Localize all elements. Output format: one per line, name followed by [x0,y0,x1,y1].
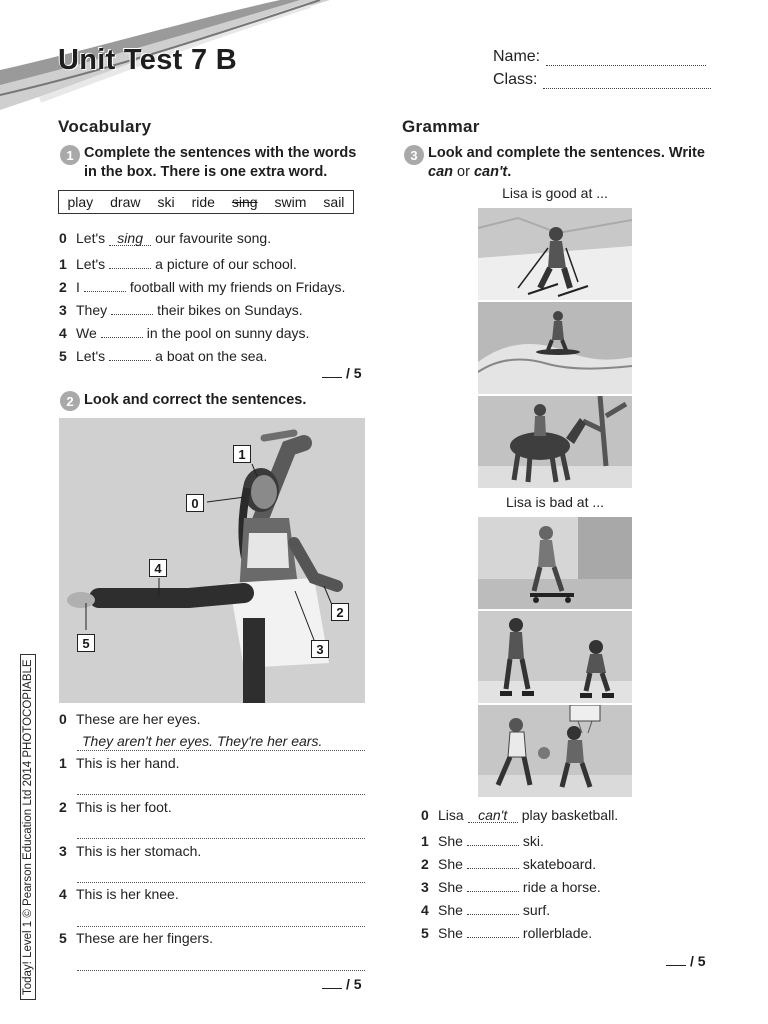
item-suffix: a boat on the sea. [155,348,268,364]
item-number: 2 [421,856,429,872]
answer-blank[interactable] [109,345,151,361]
item-number: 3 [421,879,429,895]
name-line[interactable] [546,53,706,66]
grammar-heading: Grammar [402,117,480,136]
ex2-item-4 [59,886,179,902]
horse-riding-illustration [478,396,632,488]
exercise-2-number: 2 [60,391,80,411]
item-prefix: Let's [76,348,106,364]
item-text: These are her eyes. [76,711,201,727]
ex2-answer-line-2[interactable] [77,837,365,839]
exercise-3-instruction [428,144,705,182]
answer-blank[interactable] [467,876,519,892]
skiing-illustration [478,208,632,300]
ex3-item-5 [421,922,592,941]
instruction-cant: can't [473,164,508,180]
label-pointers [59,418,365,703]
item-number: 0 [59,230,67,246]
rollerblading-picture [478,611,632,703]
instruction-line-2: in the box. There is one extra word. [84,164,328,180]
ex2-item-0-answer: They aren't her eyes. They're her ears. [82,733,323,749]
item-text: This is her hand. [76,755,180,771]
answer-blank[interactable] [467,853,519,869]
score-blank[interactable] [666,965,686,966]
score-total: / 5 [690,953,706,969]
item-subject: She [438,925,463,941]
item-suffix: a picture of our school. [155,256,297,272]
word-swim: swim [274,194,307,210]
item-number: 3 [59,843,67,859]
name-label: Name: [493,48,541,65]
ex1-item-5 [59,345,267,364]
item-number: 2 [59,799,67,815]
item-suffix: their bikes on Sundays. [157,302,303,318]
exercise-1-number: 1 [60,145,80,165]
ex3-item-3 [421,876,601,895]
class-line[interactable] [543,76,711,89]
item-number: 2 [59,279,67,295]
ex2-score [322,976,362,992]
class-label: Class: [493,71,538,88]
answer-blank[interactable] [84,276,126,292]
word-ski: ski [157,194,175,210]
item-subject: She [438,879,463,895]
copyright-notice: Today! Level 1 © Pearson Education Ltd 2014 PHOTOCOPIABLE [20,654,36,1000]
word-play: play [67,194,94,210]
item-text: These are her fingers. [76,930,213,946]
answer-blank[interactable] [467,830,519,846]
score-total: / 5 [346,976,362,992]
item-number: 3 [59,302,67,318]
label-4: 4 [149,559,167,577]
instruction-line-1: Look and complete the sentences. Write [428,145,705,161]
skiing-picture [478,208,632,300]
horse-riding-picture [478,396,632,488]
score-blank[interactable] [322,377,342,378]
ex2-item-2 [59,799,172,815]
ex2-answer-line-0 [77,749,365,751]
item-text: This is her foot. [76,799,172,815]
item-suffix: ride a horse. [522,879,601,895]
label-5: 5 [77,634,95,652]
page-title: Unit Test 7 B [58,44,237,76]
bad-at-caption: Lisa is bad at ... [505,494,605,510]
ex3-item-1 [421,830,544,849]
label-3: 3 [311,640,329,658]
answer-blank[interactable] [101,322,143,338]
item-prefix: We [76,325,97,341]
item-text: This is her knee. [76,886,179,902]
name-field[interactable] [493,48,706,66]
item-subject: She [438,902,463,918]
label-1: 1 [233,445,251,463]
surfing-illustration [478,302,632,394]
item-number: 4 [421,902,429,918]
skateboarding-picture [478,517,632,609]
item-suffix: rollerblade. [522,925,593,941]
score-total: / 5 [346,365,362,381]
item-number: 4 [59,886,67,902]
answer-blank[interactable] [111,299,153,315]
item-number: 5 [59,348,67,364]
answer-blank: can't [468,807,518,823]
item-number: 0 [421,807,429,823]
vocabulary-heading: Vocabulary [58,117,152,136]
item-subject: She [438,856,463,872]
item-subject: Lisa [438,807,464,823]
answer-blank: sing [109,230,151,246]
ex3-score [666,953,706,969]
ex2-answer-line-5[interactable] [77,969,365,971]
ex1-item-1 [59,253,297,272]
item-suffix: in the pool on sunny days. [146,325,310,341]
label-0: 0 [186,494,204,512]
item-number: 5 [421,925,429,941]
instruction-line-1: Complete the sentences with the words [84,145,357,161]
answer-blank[interactable] [467,899,519,915]
instruction-line-2: can or can't. [428,164,512,180]
word-ride: ride [191,194,215,210]
exercise-1-instruction [84,144,356,182]
item-number: 1 [59,755,67,771]
ex2-item-5 [59,930,213,946]
ex1-item-4 [59,322,309,341]
ex2-answer-line-3[interactable] [77,881,365,883]
basketball-illustration [478,705,632,797]
item-number: 0 [59,711,67,727]
skateboarding-illustration [478,517,632,609]
item-suffix: surf. [522,902,551,918]
word-box [58,190,354,214]
ex3-item-4 [421,899,550,918]
word-sing-crossed: sing [231,194,258,210]
ex3-item-2 [421,853,596,872]
answer-blank[interactable] [109,253,151,269]
rollerblading-illustration [478,611,632,703]
item-number: 4 [59,325,67,341]
class-field[interactable] [493,71,711,89]
ex2-item-1 [59,755,180,771]
ex3-item-0 [421,807,618,823]
item-suffix: skateboard. [522,856,597,872]
item-suffix: ski. [522,833,544,849]
item-suffix: play basketball. [521,807,619,823]
item-number: 5 [59,930,67,946]
ex1-item-3 [59,299,303,318]
exercise-3-number: 3 [404,145,424,165]
instruction-or: or [457,164,470,180]
item-number: 1 [421,833,429,849]
item-text: This is her stomach. [76,843,202,859]
item-prefix: Let's [76,256,106,272]
surfing-picture [478,302,632,394]
ex2-answer-line-4[interactable] [77,925,365,927]
item-suffix: our favourite song. [155,230,272,246]
item-suffix: football with my friends on Fridays. [129,279,346,295]
item-prefix: They [76,302,108,318]
basketball-picture [478,705,632,797]
ex2-item-3 [59,843,201,859]
ex2-item-0 [59,711,201,727]
ex1-item-2 [59,276,345,295]
item-prefix: Let's [76,230,106,246]
score-blank[interactable] [322,988,342,989]
ex1-item-0 [59,230,271,246]
word-sail: sail [323,194,345,210]
good-at-caption: Lisa is good at ... [502,185,608,201]
exercise-2-instruction: Look and correct the sentences. [84,392,307,408]
word-draw: draw [110,194,141,210]
item-prefix: I [76,279,80,295]
label-2: 2 [331,603,349,621]
instruction-can: can [428,164,453,180]
answer-blank[interactable] [467,922,519,938]
item-subject: She [438,833,463,849]
ex1-score [322,365,362,381]
item-number: 1 [59,256,67,272]
ex2-answer-line-1[interactable] [77,793,365,795]
